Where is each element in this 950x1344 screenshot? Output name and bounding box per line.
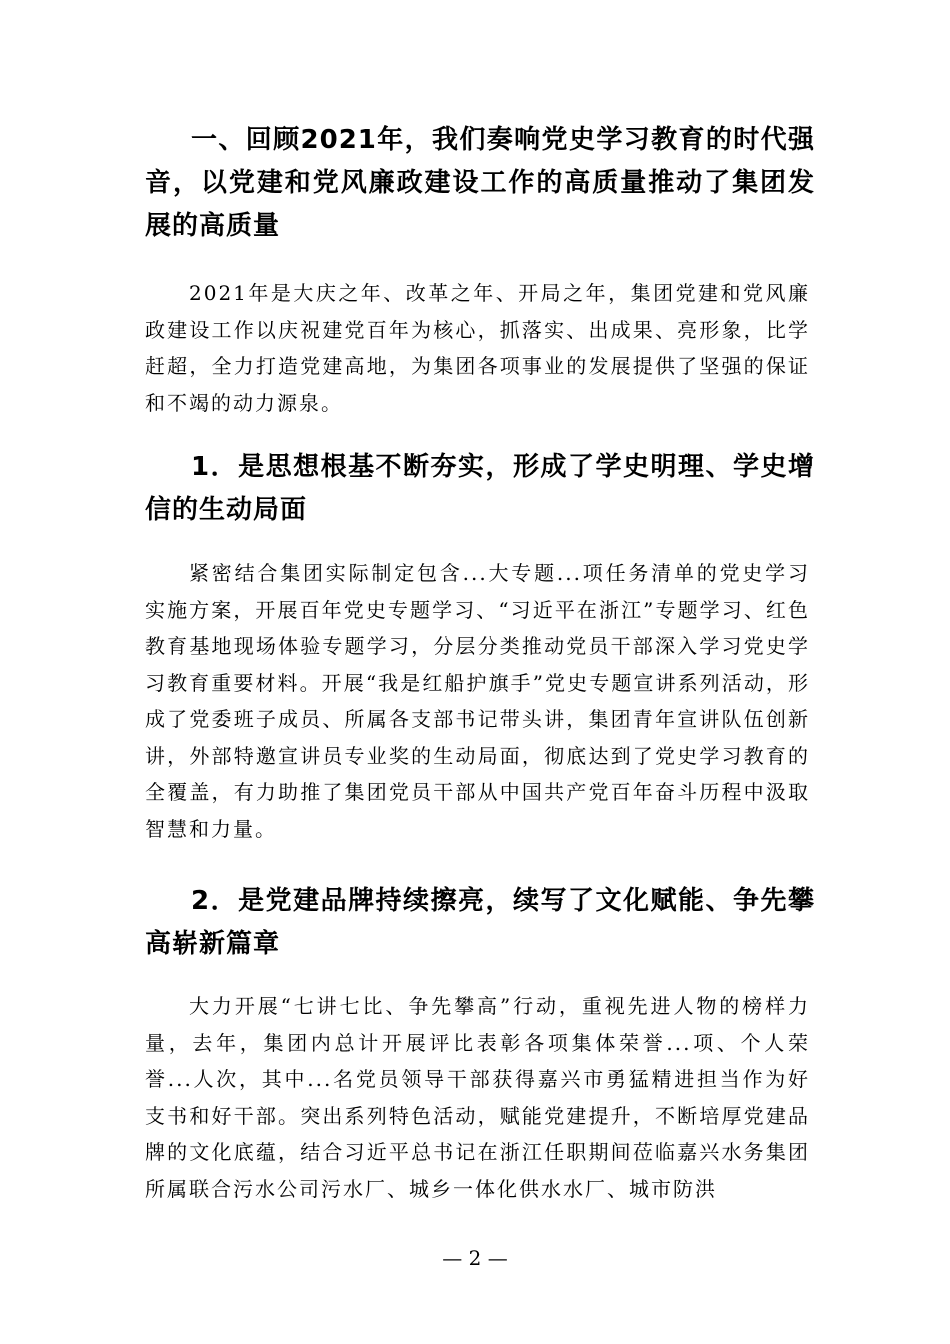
- point-2-paragraph: 大力开展“七讲七比、争先攀高”行动，重视先进人物的榜样力量，去年，集团内总计开展评比表彰各项集体荣誉...项、个人荣誉...人次，其中...名党员领导干部获得嘉兴市勇猛精进担当作为好支书和好干部。突出系列特色活动，赋能党建提升，不断培厚党建品牌的文化底蕴，结合习近平总书记在浙江任职期间莅临嘉兴水务集团所属联合污水公司污水厂、城乡一体化供水水厂、城市防洪: [145, 994, 810, 1201]
- point-1-heading: 1．是思想根基不断夯实，形成了学史明理、学史增信的生动局面: [145, 452, 815, 525]
- point-1-paragraph: 紧密结合集团实际制定包含...大专题...项任务清单的党史学习实施方案，开展百年党史专题学习、“习近平在浙江”专题学习、红色教育基地现场体验专题学习，分层分类推动党员干部深入学习党史学习教育重要材料。开展“我是红船护旗手”党史专题宣讲系列活动，形成了党委班子成员、所属各支部书记带头讲，集团青年宣讲队伍创新讲，外部特邀宣讲员专业奖的生动局面，彻底达到了党史学习教育的全覆盖，有力助推了集团党员干部从中国共产党百年奋斗历程中汲取智慧和力量。: [145, 561, 810, 841]
- section-heading: 一、回顾2021年，我们奏响党史学习教育的时代强音，以党建和党风廉政建设工作的高质量推动了集团发展的高质量: [145, 125, 815, 241]
- page-number: — 2 —: [442, 1246, 508, 1270]
- point-2-heading: 2．是党建品牌持续擦亮，续写了文化赋能、争先攀高崭新篇章: [145, 886, 815, 959]
- intro-paragraph: 2021年是大庆之年、改革之年、开局之年，集团党建和党风廉政建设工作以庆祝建党百年为核心，抓落实、出成果、亮形象，比学赶超，全力打造党建高地，为集团各项事业的发展提供了坚强的保证和不竭的动力源泉。: [145, 281, 810, 415]
